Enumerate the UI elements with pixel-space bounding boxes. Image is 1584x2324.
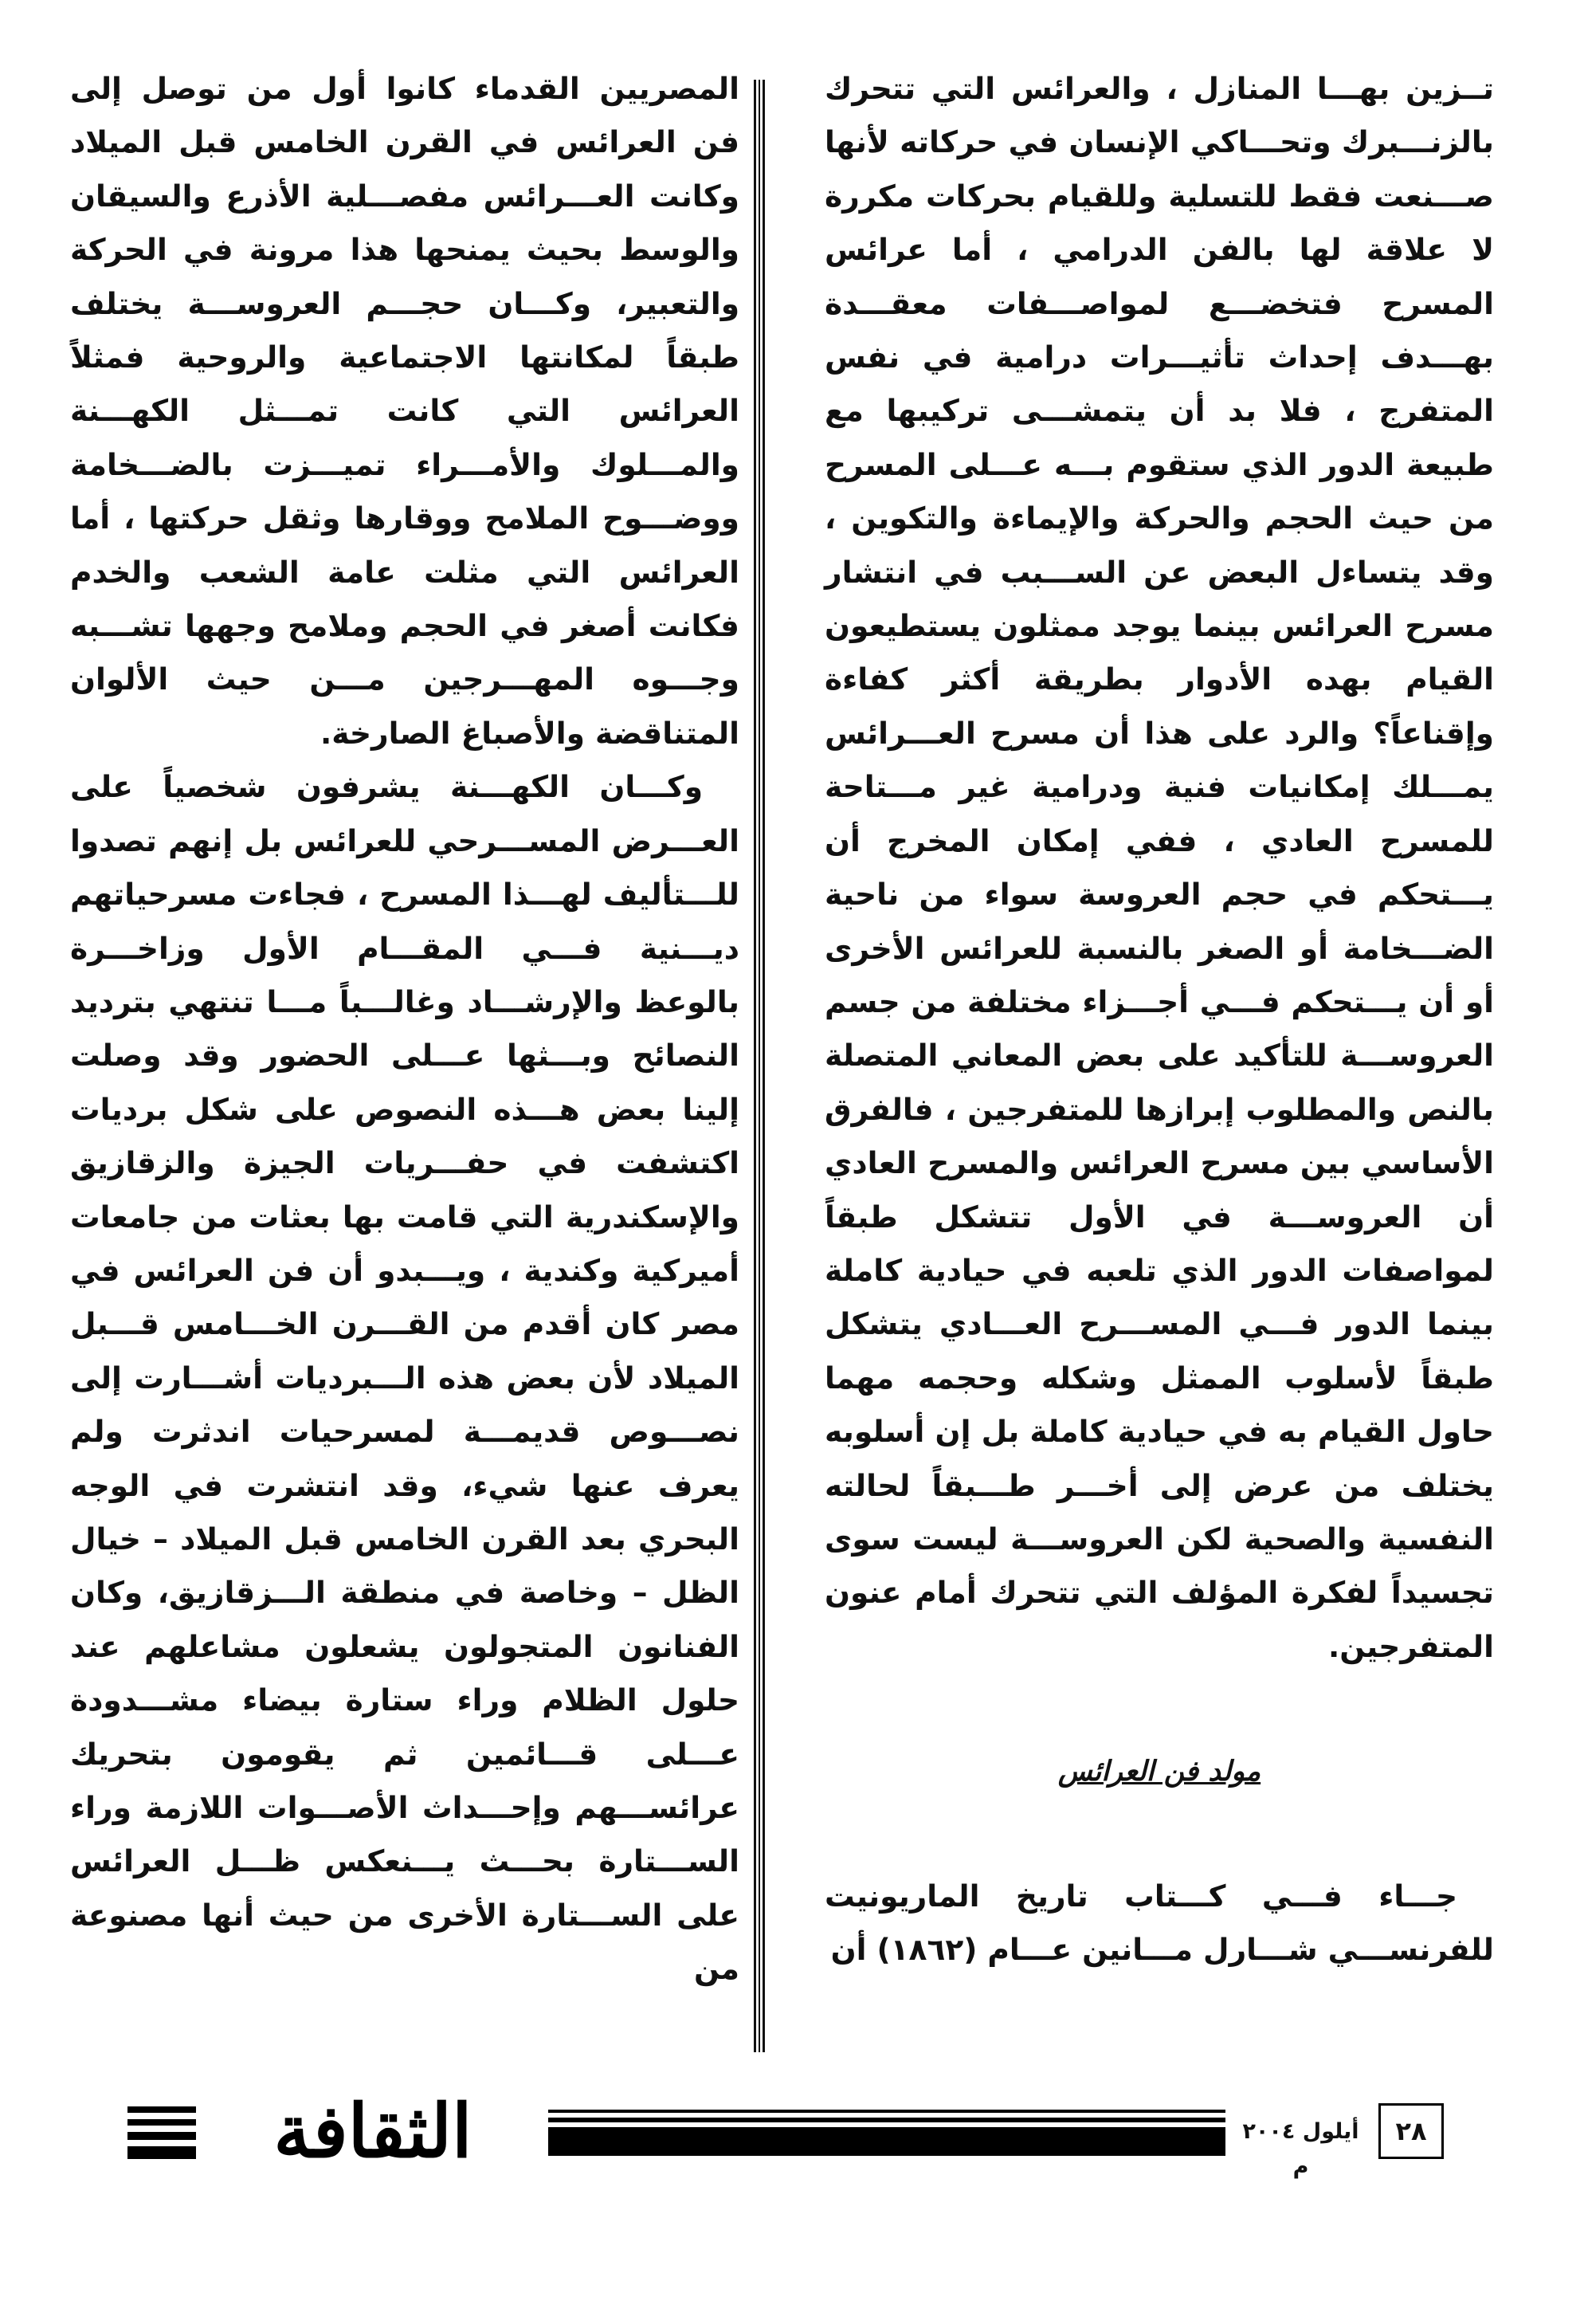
- right-paragraph-1: تــزين بهـــا المنازل ، والعرائس التي تتحرك بالزنـــبرك وتحـــاكي الإنسان في حركاته لأنها صـــنعت فقط للتسلية وللقيام بحركات مكررة لا علاقة لها بالفن الدرامي ، أما عرائس المسرح فتخضـــع لمواصـــفات معقـــدة بهـــدف إحداث تأثيـــرات درامية في نفس المتفرج ، فلا بد أن يتمشـــى تركيبها مع طبيعة الدور الذي ستقوم بـــه عـــلى المسرح من حيث الحجم والحركة والإيماءة والتكوين ، وقد يتساءل البعض عن الســـبب في انتشار مسرح العرائس بينما يوجد ممثلون يستطيعون القيام بهده الأدوار بطريقة أكثر كفاءة وإقناعاً؟ والرد على هذا أن مسرح العـــرائس يمـــلك إمكانيات فنية ودرامية غير مـــتاحة للمسرح العادي ، ففي إمكان المخرج أن يـــتحكم في حجم العروسة سواء من ناحية الضـــخامة أو الصغر بالنسبة للعرائس الأخرى أو أن يـــتحكم فـــي أجـــزاء مختلفة من جسم العروســـة للتأكيد على بعض المعاني المتصلة بالنص والمطلوب إبرازها للمتفرجين ، فالفرق الأساسي بين مسرح العرائس والمسرح العادي أن العروســـة في الأول تتشكل طبقاً لمواصفات الدور الذي تلعبه في حيادية كاملة بينما الدور فـــي المســـرح العـــادي يتشكل طبقاً لأسلوب الممثل وشكله وحجمه مهما حاول القيام به في حيادية كاملة بل إن أسلوبه يختلف من عرض إلى أخـــر طـــبقاً لحالته النفسية والصحية لكن العروســـة ليست سوى تجسيداً لفكرة المؤلف التي تتحرك أمام عنون المتفرجين.: [825, 71, 1494, 1664]
- right-paragraph-2: جـــاء فـــي كـــتاب تاريخ الماريونيت للفرنســـي شـــارل مـــانين عـــام (١٨٦٢) أن: [825, 1878, 1494, 1967]
- footer-right-lines: [548, 2110, 1225, 2156]
- column-divider: [754, 80, 765, 2052]
- left-column: [70, 62, 739, 1996]
- footer-left-lines: [127, 2106, 196, 2159]
- page-number: ٢٨: [1378, 2103, 1444, 2159]
- magazine-logo: الثقافة: [273, 2088, 472, 2174]
- page-footer: [120, 2088, 1478, 2179]
- left-paragraph-2: وكـــان الكهـــنة يشرفون شخصياً على العـــرض المســـرحي للعرائس بل إنهم تصدوا للـــتأليف لهـــذا المسرح ، فجاءت مسرحياتهم ديـــنية فـــي المقـــام الأول وزاخـــرة بالوعظ والإرشـــاد وغالـــباً مـــا تنتهي بترديد النصائح وبـــثها عـــلى الحضور وقد وصلت إلينا بعض هـــذه النصوص على شكل برديات اكتشفت في حفـــريات الجيزة والزقازيق والإسكندرية التي قامت بها بعثات من جامعات أميركية وكندية ، ويـــبدو أن فن العرائس في مصر كان أقدم من القـــرن الخـــامس قـــبل الميلاد لأن بعض هذه الـــبرديات أشـــارت إلى نصـــوص قديمـــة لمسرحيات اندثرت ولم يعرف عنها شيء، وقد انتشرت في الوجه البحري بعد القرن الخامس قبل الميلاد – خيال الظل – وخاصة في منطقة الـــزقازيق، وكان الفنانون المتجولون يشعلون مشاعلهم عند حلول الظلام وراء ستارة بيضاء مشـــدودة عـــلى قـــائمين ثم يقومون بتحريك عرائســـهم وإحـــداث الأصـــوات اللازمة وراء الســـتارة بحـــث يـــنعكس ظـــل العرائس على الســـتارة الأخرى من حيث أنها مصنوعة من: [70, 769, 739, 1987]
- section-heading: مولد فن العرائس: [1057, 1756, 1261, 1788]
- issue-date: أيلول ٢٠٠٤ م: [1242, 2119, 1359, 2179]
- right-column: [825, 62, 1494, 1977]
- left-paragraph-1: المصريين القدماء كانوا أول من توصل إلى فن العرائس في القرن الخامس قبل الميلاد وكانت العـــرائس مفصـــلية الأذرع والسيقان والوسط بحيث يمنحها هذا مرونة في الحركة والتعبير، وكـــان حجـــم العروســـة يختلف طبقاً لمكانتها الاجتماعية والروحية فمثلاً العرائس التي كانت تمـــثل الكهـــنة والمـــلوك والأمـــراء تميـــزت بالضـــخامة ووضـــوح الملامح ووقارها وثقل حركتها ، أما العرائس التي مثلت عامة الشعب والخدم فكانت أصغر في الحجم وملامح وجهها تشـــبه وجـــوه المهـــرجين مـــن حيث الألوان المتناقضة والأصباغ الصارخة.: [70, 71, 739, 751]
